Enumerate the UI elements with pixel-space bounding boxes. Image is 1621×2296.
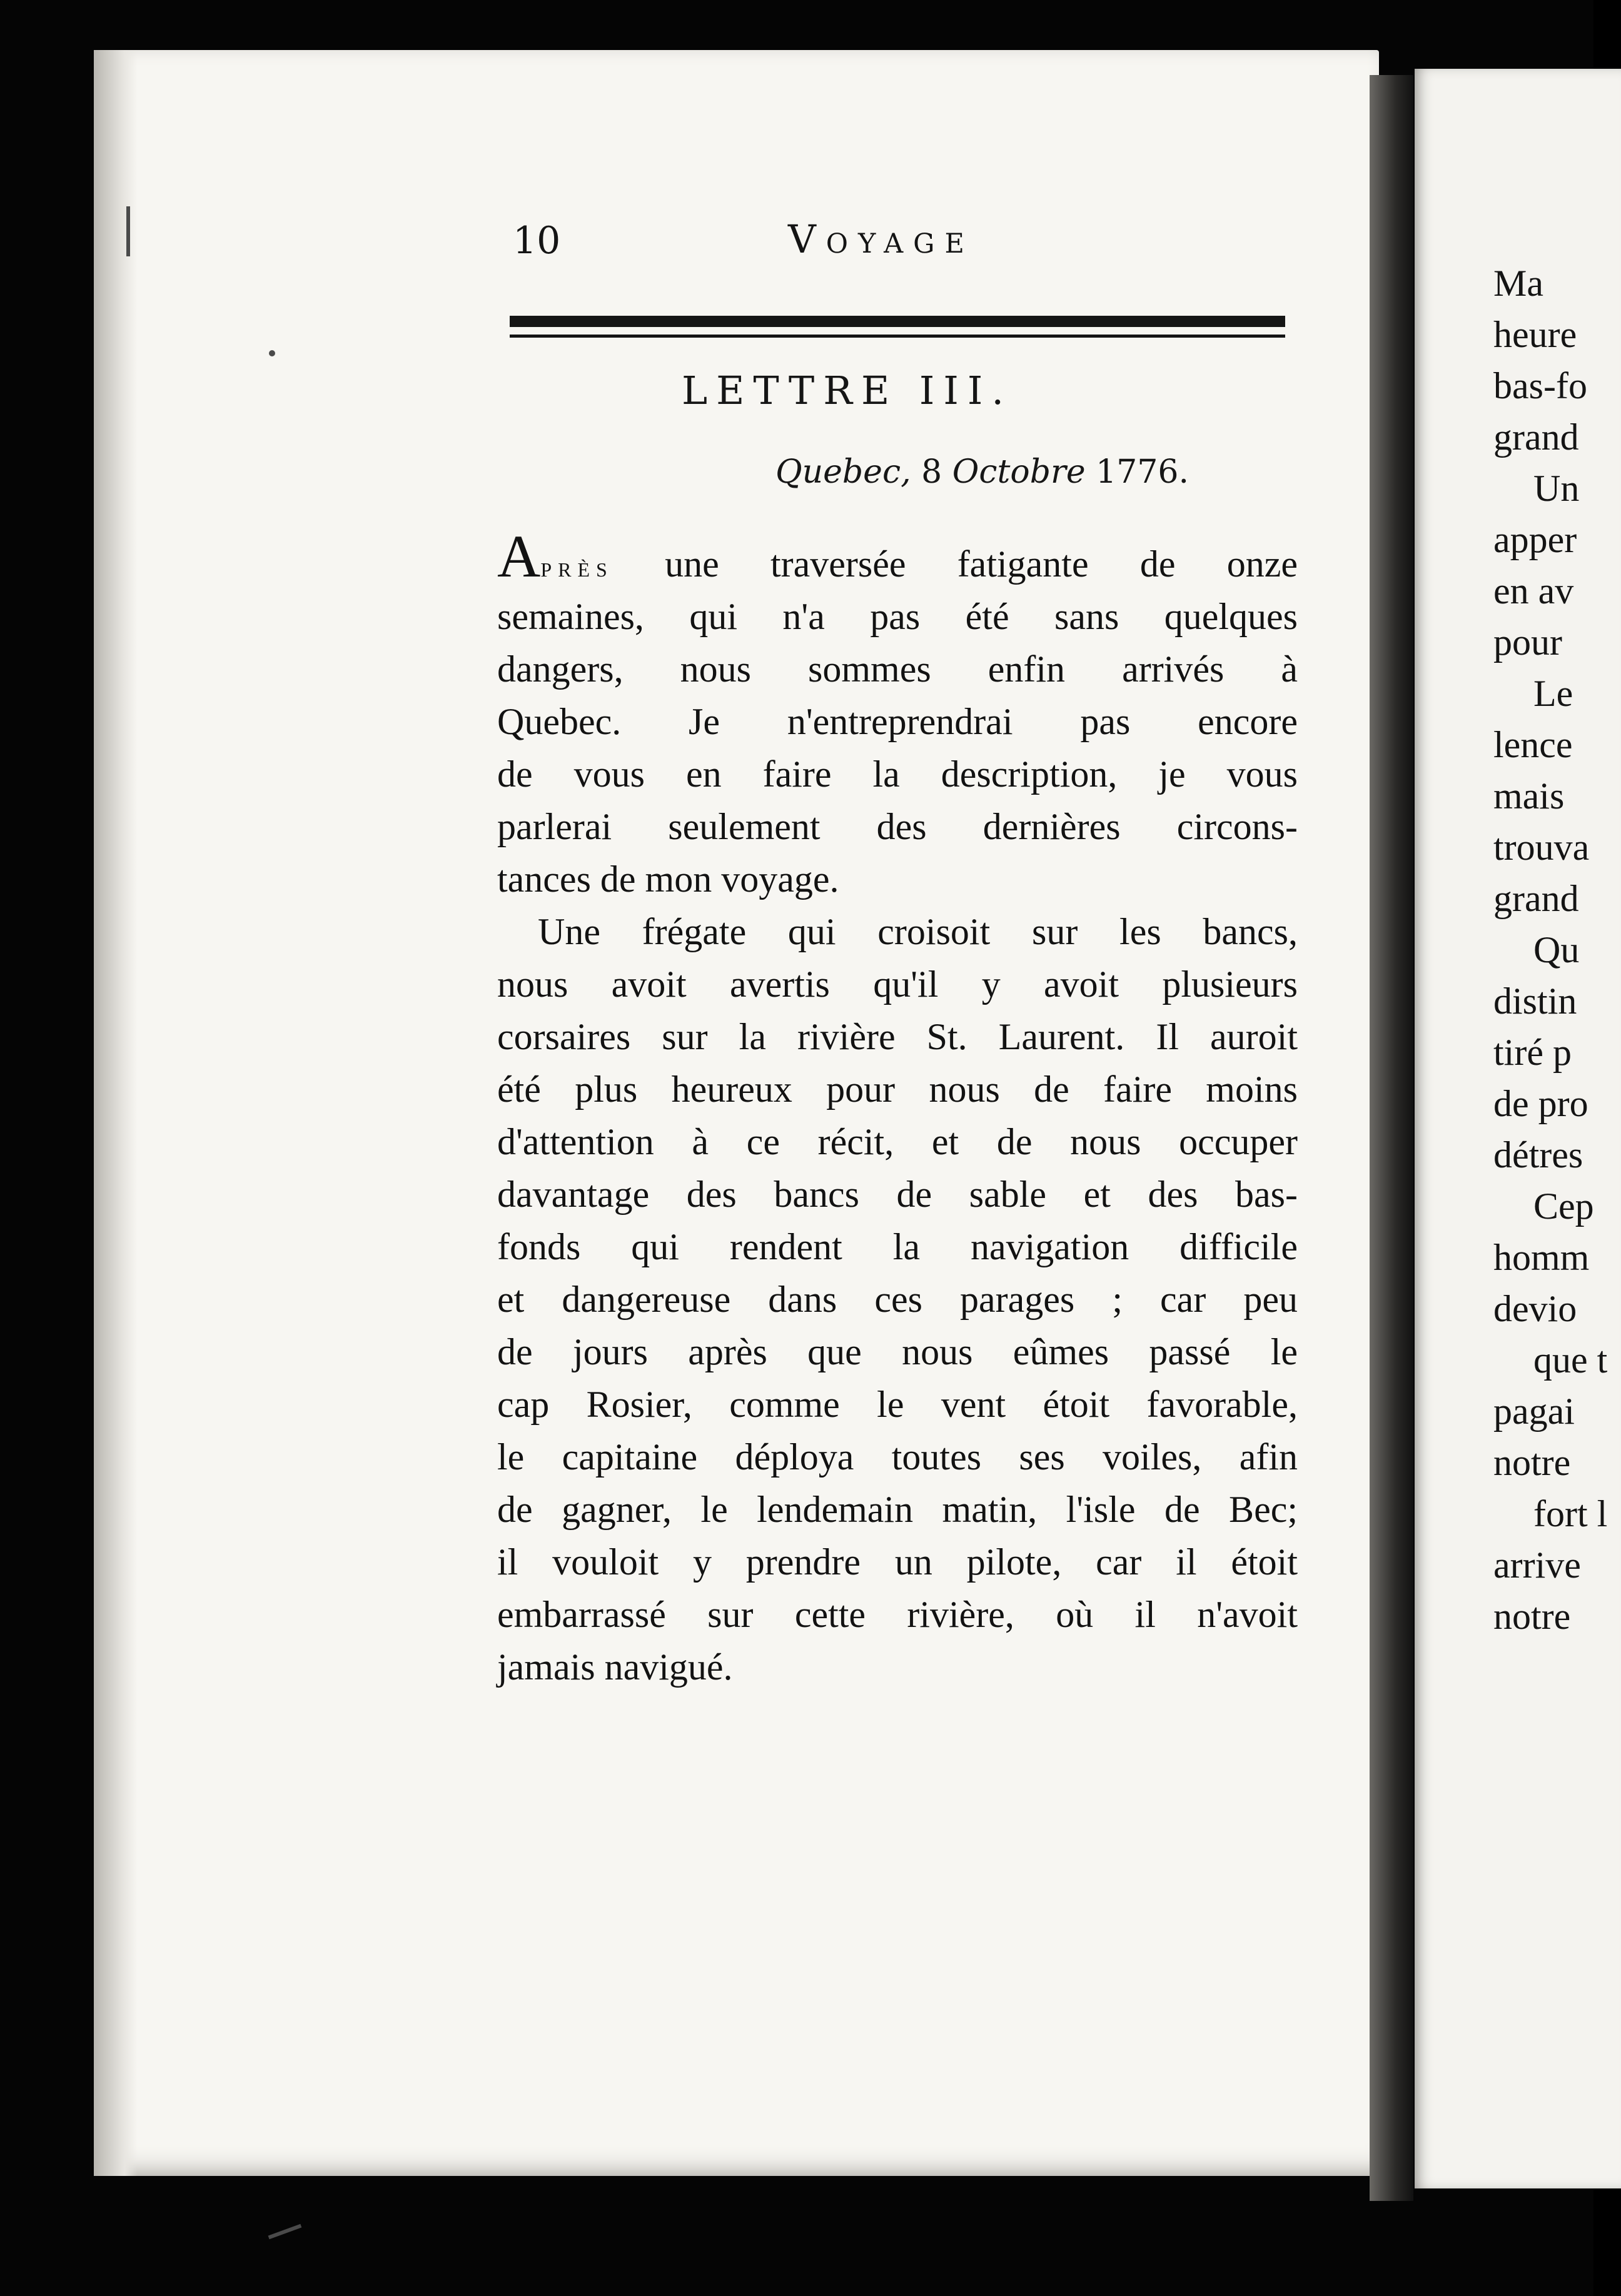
facing-line: grand [1493, 416, 1579, 458]
date-month: Octobre [952, 453, 1086, 491]
body-line: d'attention à ce récit, et de nous occuper [497, 1121, 1298, 1162]
left-page-edge-shadow [94, 50, 138, 2176]
facing-line: fort l [1533, 1493, 1608, 1534]
ink-speck [126, 206, 130, 256]
body-line: semaines, qui n'a pas été sans quelques [497, 596, 1298, 637]
date-place: Quebec, [775, 453, 911, 491]
header-rule-thick [510, 316, 1285, 327]
body-line: de jours après que nous eûmes passé le [497, 1331, 1298, 1372]
facing-line: que t [1533, 1339, 1608, 1381]
facing-line: heure [1493, 314, 1577, 355]
facing-line: apper [1493, 519, 1577, 560]
body-line: nous avoit avertis qu'il y avoit plusieurs [497, 964, 1298, 1005]
facing-line: Qu [1533, 929, 1580, 970]
facing-line: notre [1493, 1596, 1571, 1637]
date-day: 8 [911, 453, 952, 491]
facing-line: devio [1493, 1288, 1577, 1329]
body-line: tances de mon voyage. [497, 858, 839, 900]
facing-page-text [1493, 258, 1607, 1642]
body-line-text: une traversée fatigante de onze [613, 543, 1298, 585]
facing-line: pour [1493, 622, 1562, 663]
facing-line: mais [1493, 775, 1565, 817]
book-gutter [1370, 75, 1413, 2201]
facing-line: distin [1493, 980, 1577, 1022]
drop-cap: A [497, 523, 541, 590]
facing-line: tiré p [1493, 1032, 1572, 1073]
body-line: parlerai seulement des dernières circons- [497, 806, 1298, 847]
ink-speck [269, 350, 275, 356]
facing-line: Cep [1533, 1186, 1594, 1227]
body-line-first [497, 523, 1298, 590]
facing-page-clip [1415, 69, 1608, 2188]
drop-cap-rest: près [540, 551, 614, 583]
facing-line: arrive [1493, 1544, 1581, 1586]
body-line: le capitaine déploya toutes ses voiles, afin [497, 1436, 1298, 1478]
body-line: de gagner, le lendemain matin, l'isle de Bec; [497, 1489, 1298, 1530]
facing-line: en av [1493, 570, 1574, 612]
body-line: jamais navigué. [497, 1646, 733, 1688]
body-line: corsaires sur la rivière St. Laurent. Il auroit [497, 1016, 1298, 1057]
body-line: et dangereuse dans ces parages ; car peu [497, 1279, 1298, 1320]
body-line: dangers, nous sommes enfin arrivés à [497, 648, 1298, 690]
dateline [775, 453, 1189, 491]
body-line: davantage des bancs de sable et des bas- [497, 1174, 1298, 1215]
facing-line: Ma [1493, 263, 1543, 304]
letter-heading: LETTRE III. [682, 368, 1013, 413]
facing-line: pagai [1493, 1391, 1575, 1432]
facing-line: lence [1493, 724, 1573, 765]
body-line: il vouloit y prendre un pilote, car il étoit [497, 1541, 1298, 1583]
date-year: 1776. [1085, 453, 1189, 491]
facing-line: Le [1533, 673, 1573, 714]
header-rule-thin [510, 335, 1285, 338]
body-line: de vous en faire la description, je vous [497, 753, 1298, 795]
facing-line: homm [1493, 1237, 1590, 1278]
body-line: été plus heureux pour nous de faire moins [497, 1069, 1298, 1110]
body-line: Quebec. Je n'entreprendrai pas encore [497, 701, 1298, 742]
ink-speck [268, 2224, 302, 2239]
facing-line: bas-fo [1493, 365, 1587, 406]
facing-line: trouva [1493, 827, 1590, 868]
body-line: Une frégate qui croisoit sur les bancs, [538, 911, 1298, 952]
facing-line: détres [1493, 1134, 1583, 1176]
body-line: embarrassé sur cette rivière, où il n'avoit [497, 1594, 1298, 1635]
body-line: cap Rosier, comme le vent étoit favorable, [497, 1384, 1298, 1425]
body-line: fonds qui rendent la navigation difficile [497, 1226, 1298, 1267]
page-number: 10 [513, 219, 561, 263]
facing-line: grand [1493, 878, 1579, 919]
facing-line: de pro [1493, 1083, 1588, 1124]
letter-body [497, 523, 1298, 1693]
running-head [513, 216, 1295, 269]
running-title: Voyage [788, 216, 974, 262]
facing-line: Un [1533, 468, 1580, 509]
facing-line: notre [1493, 1442, 1571, 1483]
